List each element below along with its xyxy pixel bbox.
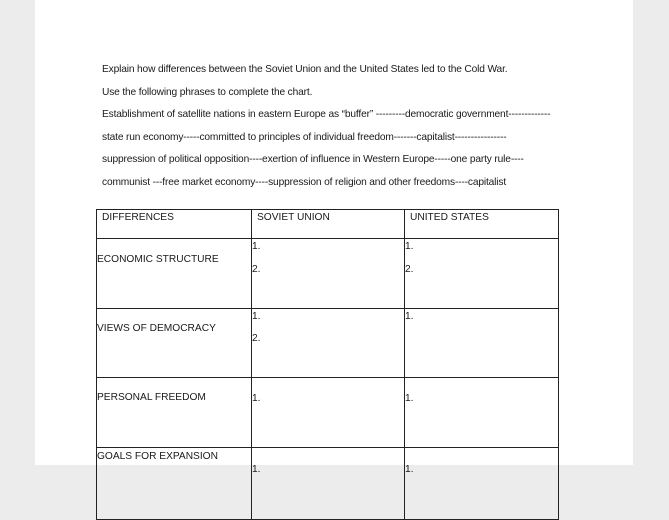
table-row-goals-for-expansion: [97, 448, 559, 520]
answer-number: 1.: [252, 393, 261, 404]
us-answer-cell[interactable]: [405, 239, 559, 309]
phrase-list-line: communist ---free market economy----suppression of religion and other freedoms----capitalist: [102, 176, 507, 188]
table-row-economic-structure: [97, 239, 559, 309]
answer-number: 1.: [252, 311, 261, 322]
answer-number: 1.: [405, 241, 414, 252]
document-page: [35, 0, 633, 475]
answer-number: 1.: [405, 393, 414, 404]
answer-number: 1.: [252, 464, 261, 475]
phrase-list-line: state run economy-----committed to principles of individual freedom-------capitalist----------------: [102, 131, 507, 143]
us-answer-cell[interactable]: [405, 378, 559, 448]
phrase-list-line: Establishment of satellite nations in eastern Europe as “buffer” ---------democratic government-------------: [102, 109, 551, 120]
instructions: [102, 63, 602, 198]
answer-number: 1.: [405, 464, 414, 475]
us-answer-cell[interactable]: [405, 309, 559, 378]
answer-number: 2.: [252, 264, 261, 275]
row-label: VIEWS OF DEMOCRACY: [97, 309, 252, 378]
row-label: ECONOMIC STRUCTURE: [97, 239, 252, 309]
instruction-directions: Use the following phrases to complete the chart.: [102, 86, 313, 98]
soviet-answer-cell[interactable]: [252, 448, 405, 520]
table-header-row: [97, 210, 559, 239]
table-row-views-of-democracy: [97, 309, 559, 378]
us-answer-cell[interactable]: [405, 448, 559, 520]
answer-number: 1.: [405, 311, 414, 322]
phrase-list-line: suppression of political opposition----exertion of influence in Western Europe-----one party rule----: [102, 154, 524, 165]
comparison-chart: [96, 209, 559, 520]
answer-number: 1.: [252, 241, 261, 252]
answer-number: 2.: [405, 264, 414, 275]
header-united-states: UNITED STATES: [405, 210, 559, 239]
row-label: PERSONAL FREEDOM: [97, 378, 252, 448]
soviet-answer-cell[interactable]: [252, 239, 405, 309]
answer-number: 2.: [252, 333, 261, 344]
instruction-prompt: Explain how differences between the Soviet Union and the United States led to the Cold War.: [102, 64, 508, 75]
row-label: GOALS FOR EXPANSION: [97, 448, 252, 520]
header-soviet-union: SOVIET UNION: [252, 210, 405, 239]
table-row-personal-freedom: [97, 378, 559, 448]
header-differences: DIFFERENCES: [97, 210, 252, 239]
soviet-answer-cell[interactable]: [252, 378, 405, 448]
soviet-answer-cell[interactable]: [252, 309, 405, 378]
